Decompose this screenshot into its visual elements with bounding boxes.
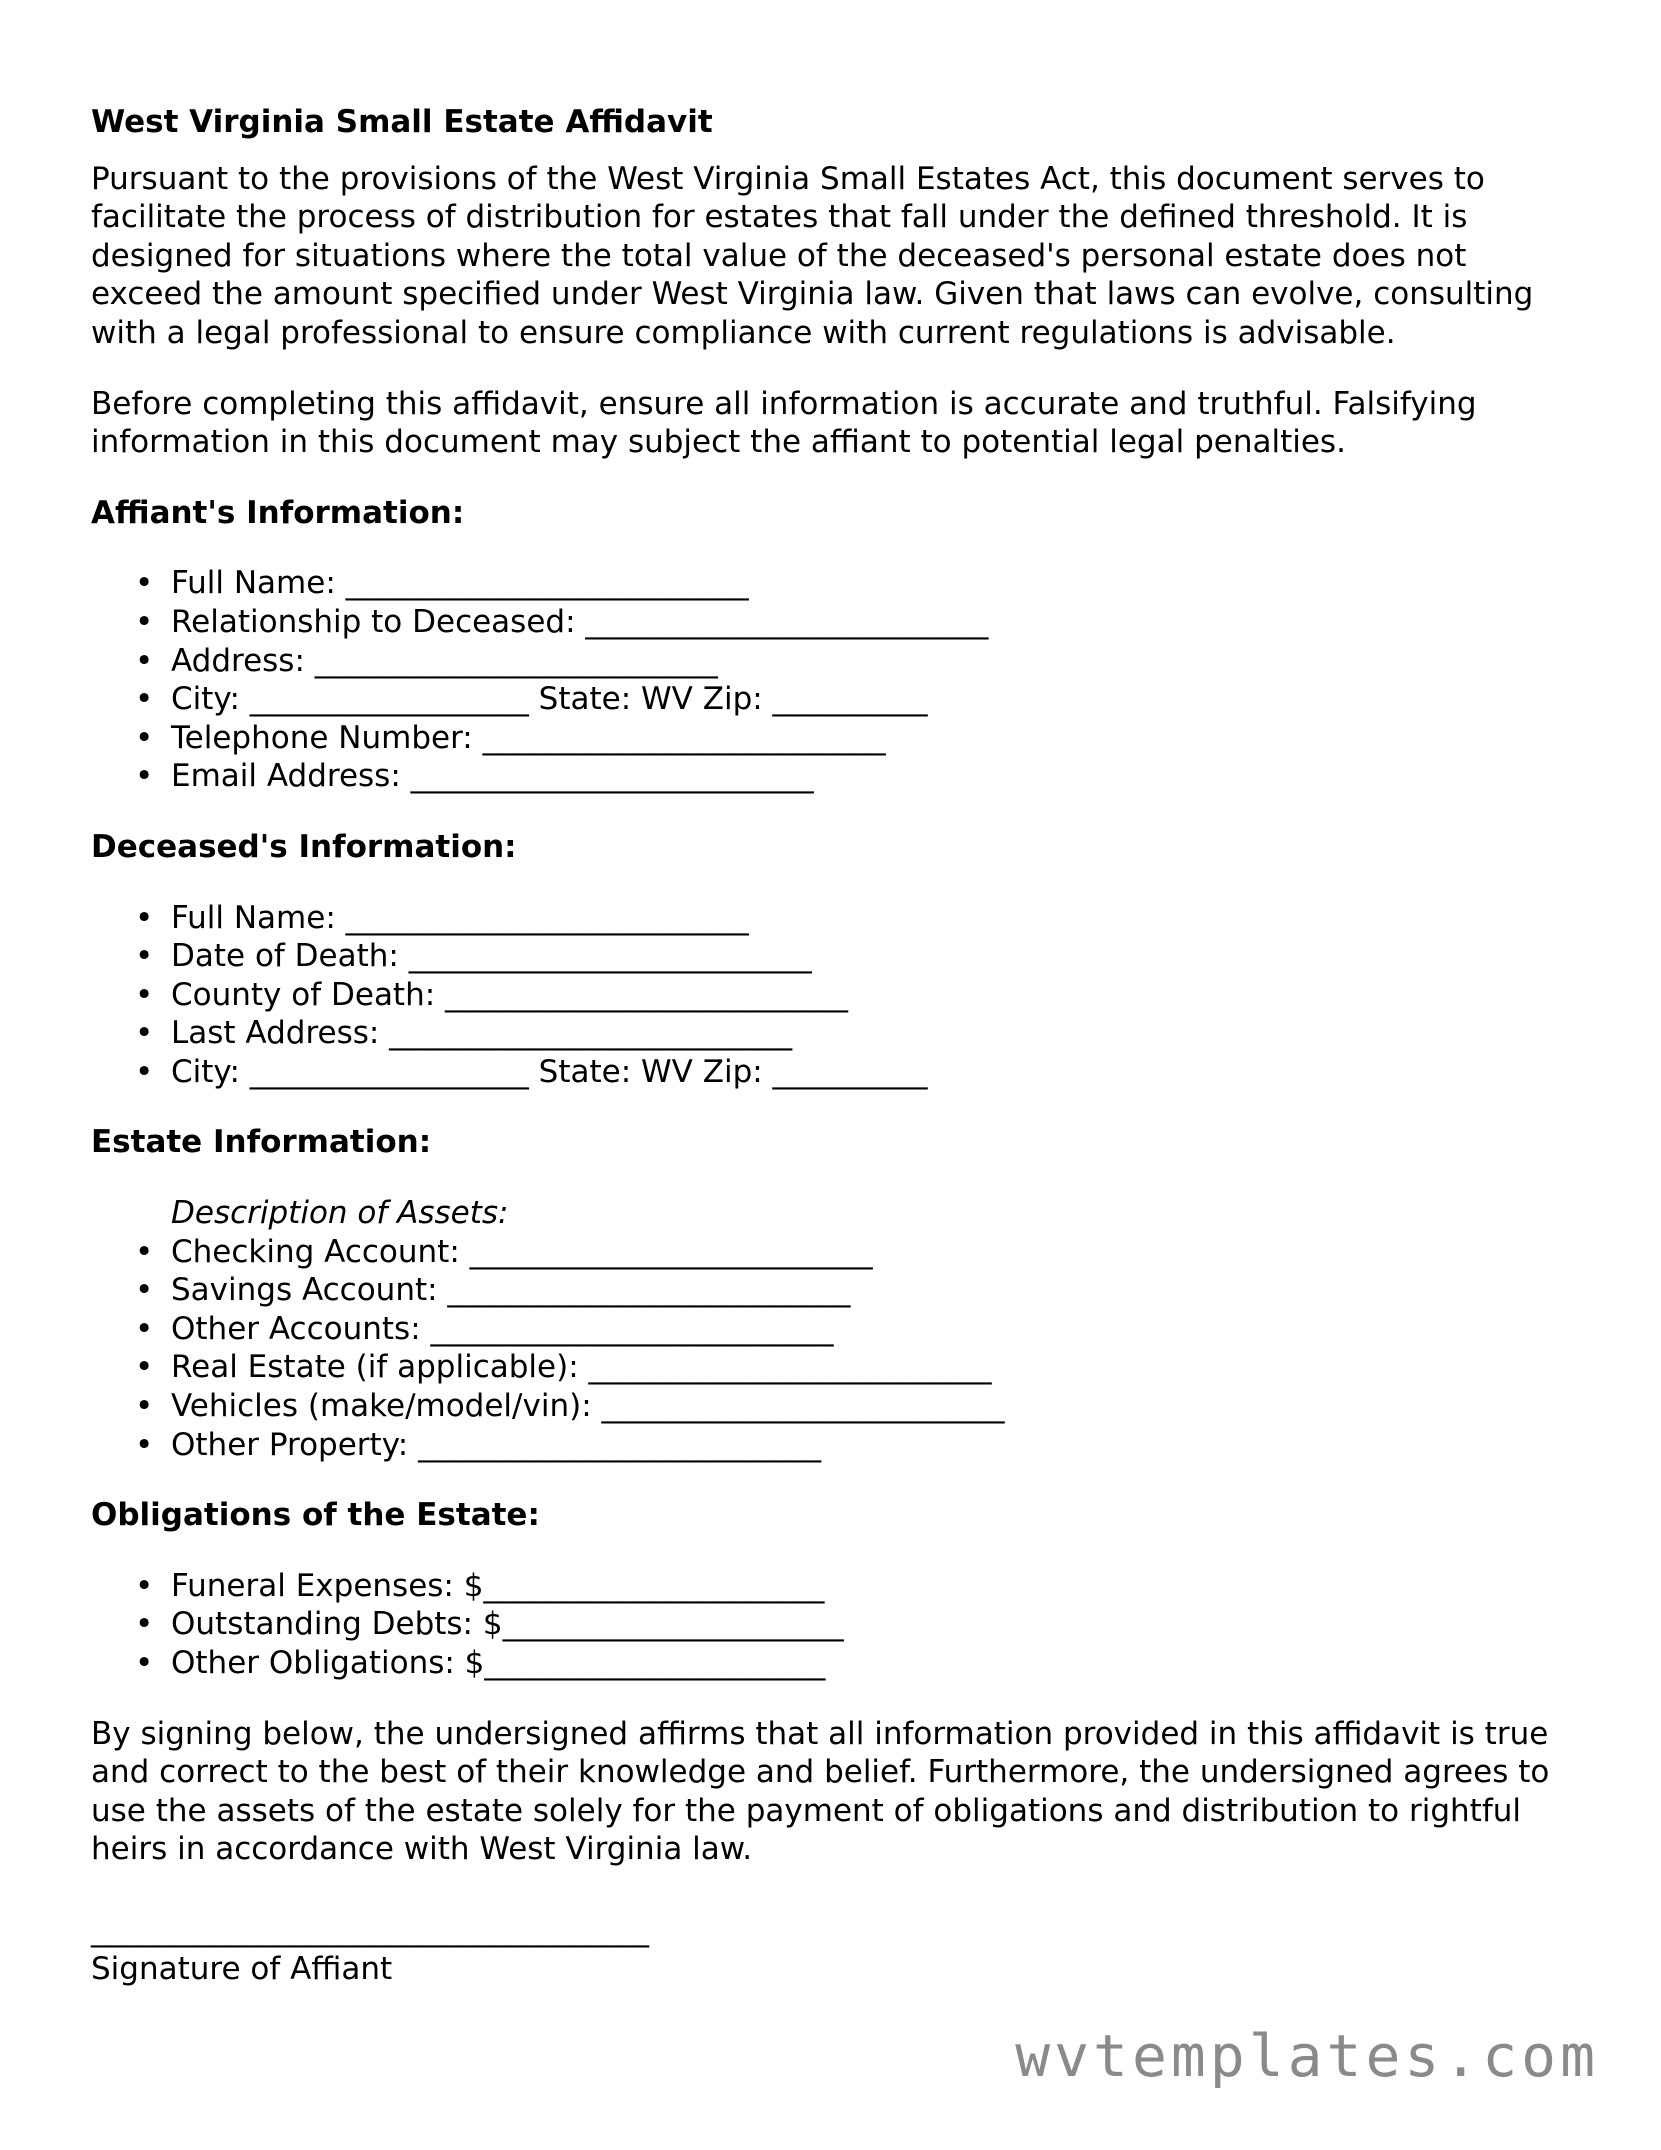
signature-label: Signature of Affiant	[91, 1950, 393, 1987]
affiant-city-state-zip-field[interactable]: • City: __________________ State: WV Zip: __________	[171, 680, 1591, 719]
outstanding-debts-field[interactable]: • Outstanding Debts: $______________________	[171, 1605, 1591, 1644]
obligations-field-list	[91, 1567, 1591, 1683]
deceased-date-of-death-field[interactable]: • Date of Death: __________________________	[171, 937, 1591, 976]
watermark: wvtemplates.com	[1015, 2022, 1599, 2090]
warning-paragraph: Before completing this affidavit, ensure all information is accurate and truthful. Falsifying information in this document may subject the affiant to potential legal penalties.	[91, 385, 1477, 461]
other-obligations-field[interactable]: • Other Obligations: $______________________	[171, 1644, 1591, 1683]
affiant-full-name-field[interactable]: • Full Name: __________________________	[171, 564, 1591, 603]
real-estate-field[interactable]: • Real Estate (if applicable): __________________________	[171, 1348, 1591, 1387]
closing-paragraph: By signing below, the undersigned affirms that all information provided in this affidavit is true and correct to the best of their knowledge and belief. Furthermore, the undersigned agrees to use the assets of the estate solely for the payment of obligations and distribution to rightful heirs in accordance with West Virginia law.	[91, 1715, 1550, 1868]
affiant-telephone-field[interactable]: • Telephone Number: __________________________	[171, 719, 1591, 758]
affiant-field-list	[91, 564, 1591, 796]
deceased-full-name-field[interactable]: • Full Name: __________________________	[171, 899, 1591, 938]
deceased-field-list	[91, 899, 1591, 1092]
other-property-field[interactable]: • Other Property: __________________________	[171, 1426, 1591, 1465]
affiant-email-field[interactable]: • Email Address: __________________________	[171, 757, 1591, 796]
funeral-expenses-field[interactable]: • Funeral Expenses: $______________________	[171, 1567, 1591, 1606]
page-title: West Virginia Small Estate Affidavit	[91, 104, 713, 140]
deceased-city-state-zip-field[interactable]: • City: __________________ State: WV Zip: __________	[171, 1053, 1591, 1092]
assets-subcaption: Description of Assets:	[171, 1195, 509, 1232]
deceased-section-heading: Deceased's Information:	[91, 828, 517, 865]
estate-section-heading: Estate Information:	[91, 1124, 432, 1161]
intro-paragraph: Pursuant to the provisions of the West Virginia Small Estates Act, this document serves to facilitate the process of distribution for estates that fall under the defined threshold. It is designed for situations where the total value of the deceased's personal estate does not exceed the amount specified under West Virginia law. Given that laws can evolve, consulting with a legal professional to ensure compliance with current regulations is advisable.	[91, 160, 1534, 351]
deceased-county-of-death-field[interactable]: • County of Death: __________________________	[171, 976, 1591, 1015]
affiant-address-field[interactable]: • Address: __________________________	[171, 642, 1591, 681]
other-accounts-field[interactable]: • Other Accounts: __________________________	[171, 1310, 1591, 1349]
vehicles-field[interactable]: • Vehicles (make/model/vin): __________________________	[171, 1387, 1591, 1426]
obligations-section-heading: Obligations of the Estate:	[91, 1497, 540, 1534]
affiant-section-heading: Affiant's Information:	[91, 494, 465, 531]
signature-block	[91, 1911, 1591, 1988]
signature-line[interactable]: ____________________________________	[91, 1911, 649, 1948]
deceased-last-address-field[interactable]: • Last Address: __________________________	[171, 1014, 1591, 1053]
document-page	[91, 103, 1591, 1988]
estate-field-list	[91, 1233, 1591, 1465]
savings-account-field[interactable]: • Savings Account: __________________________	[171, 1271, 1591, 1310]
checking-account-field[interactable]: • Checking Account: __________________________	[171, 1233, 1591, 1272]
affiant-relationship-field[interactable]: • Relationship to Deceased: __________________________	[171, 603, 1591, 642]
